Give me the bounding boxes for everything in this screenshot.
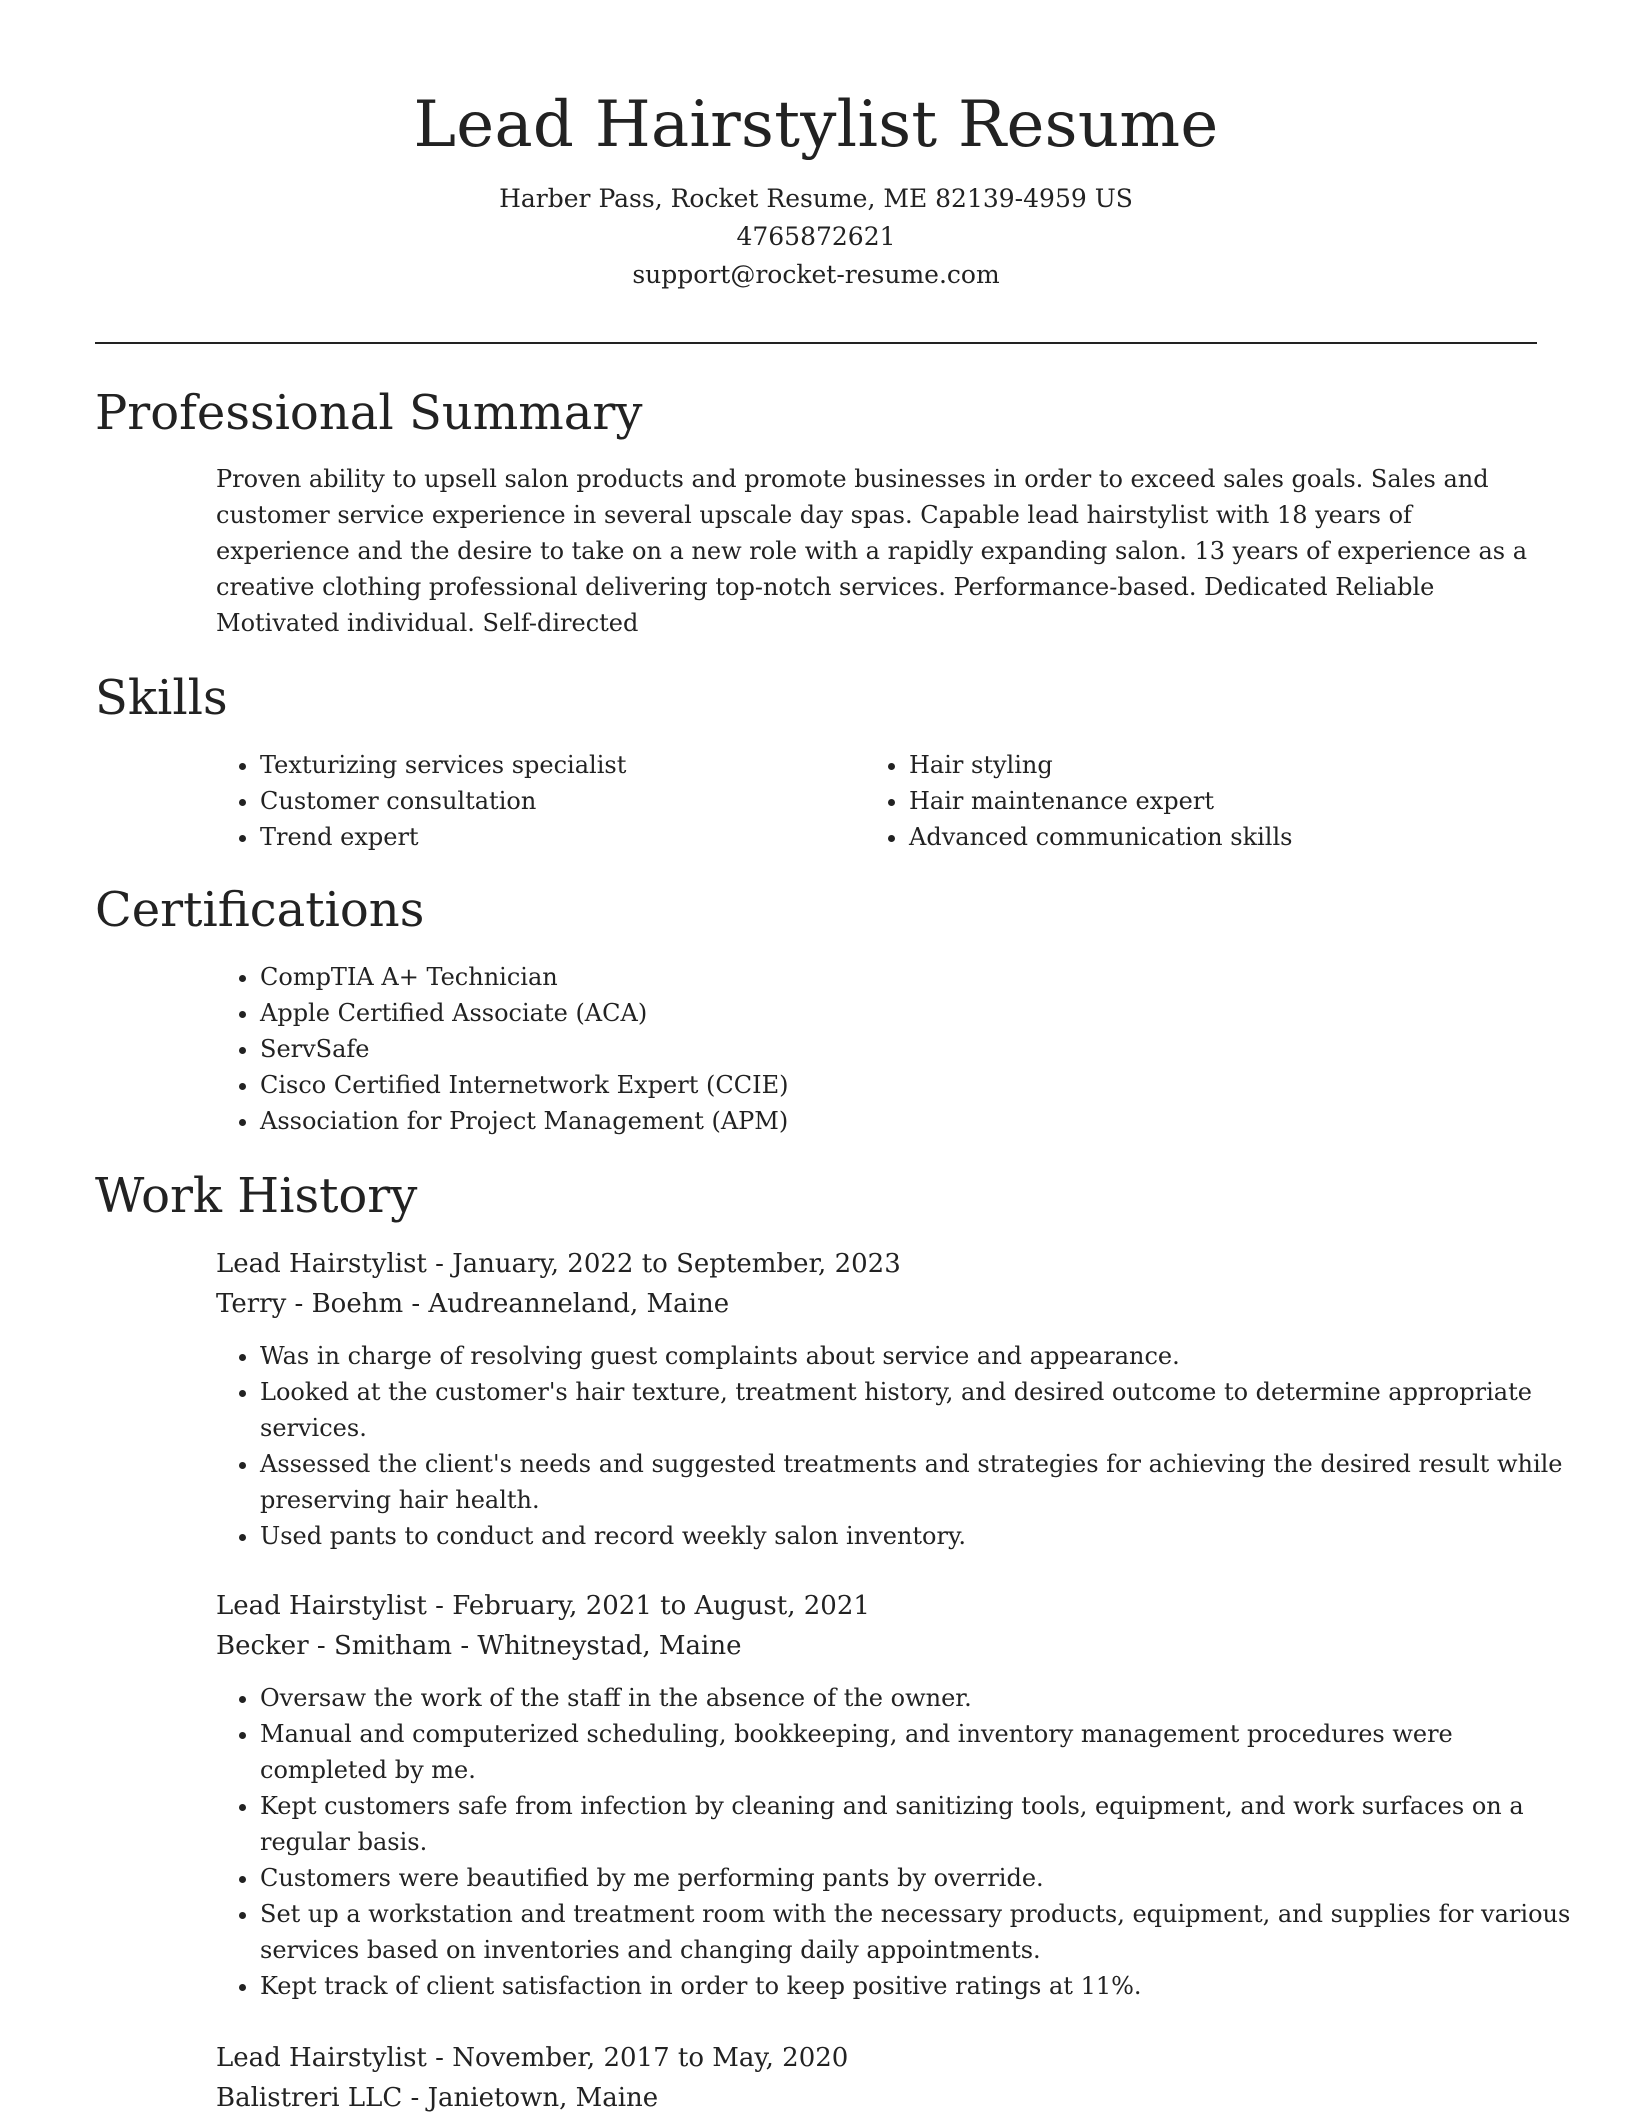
skill-item: • Trend expert — [260, 819, 626, 855]
job-title-line: Lead Hairstylist - January, 2022 to September, 2023 — [216, 1249, 901, 1279]
job-duty-item: • Kept track of client satisfaction in order to keep positive ratings at 11%. — [260, 1968, 1580, 2004]
contact-email: support@rocket-resume.com — [632, 260, 1000, 289]
job-company-line: Balistreri LLC - Janietown, Maine — [216, 2083, 659, 2113]
certification-item: • CompTIA A+ Technician — [260, 959, 1580, 995]
skills-column-left — [216, 747, 626, 855]
job-title-line: Lead Hairstylist - November, 2017 to May, 2020 — [216, 2043, 849, 2073]
certification-item: • Cisco Certified Internetwork Expert (CCIE) — [260, 1067, 1580, 1103]
certifications-list — [216, 959, 1580, 1139]
job-duty-item: • Was in charge of resolving guest complaints about service and appearance. — [260, 1338, 1580, 1374]
job-duty-item: • Looked at the customer's hair texture, treatment history, and desired outcome to determine appropriate services. — [260, 1374, 1580, 1446]
job-duty-item: • Customers were beautified by me performing pants by override. — [260, 1860, 1580, 1896]
resume-title: Lead Hairstylist Resume — [413, 88, 1219, 162]
skill-item: • Hair maintenance expert — [909, 783, 1292, 819]
summary-heading: Professional Summary — [95, 385, 643, 441]
job-company-line: Becker - Smitham - Whitneystad, Maine — [216, 1631, 742, 1661]
work-history-heading: Work History — [95, 1168, 418, 1224]
certification-item: • Apple Certified Associate (ACA) — [260, 995, 1580, 1031]
job-title-line: Lead Hairstylist - February, 2021 to August, 2021 — [216, 1591, 870, 1621]
skills-column-right — [865, 747, 1292, 855]
job-company-line: Terry - Boehm - Audreanneland, Maine — [216, 1289, 730, 1319]
header-divider — [95, 342, 1537, 344]
certifications-heading: Certifications — [95, 882, 425, 938]
skills-heading: Skills — [95, 670, 228, 726]
job-duty-item: • Set up a workstation and treatment room with the necessary products, equipment, and supplies for various services based on inventories and changing daily appointments. — [260, 1896, 1580, 1968]
job-duty-item: • Kept customers safe from infection by cleaning and sanitizing tools, equipment, and work surfaces on a regular basis. — [260, 1788, 1580, 1860]
skill-item: • Advanced communication skills — [909, 819, 1292, 855]
contact-address: Harber Pass, Rocket Resume, ME 82139-4959 US — [499, 184, 1133, 213]
contact-phone: 4765872621 — [736, 222, 896, 251]
job-duties-list — [216, 1680, 1580, 2004]
job-duty-item: • Manual and computerized scheduling, bookkeeping, and inventory management procedures were completed by me. — [260, 1716, 1580, 1788]
job-duties-list — [216, 1338, 1580, 1554]
certification-item: • ServSafe — [260, 1031, 1580, 1067]
job-duty-item: • Oversaw the work of the staff in the absence of the owner. — [260, 1680, 1580, 1716]
skill-item: • Texturizing services specialist — [260, 747, 626, 783]
job-duty-item: • Used pants to conduct and record weekly salon inventory. — [260, 1518, 1580, 1554]
skill-item: • Customer consultation — [260, 783, 626, 819]
resume-header — [95, 80, 1537, 294]
job-duty-item: • Assessed the client's needs and suggested treatments and strategies for achieving the desired result while preserving hair health. — [260, 1446, 1580, 1518]
skill-item: • Hair styling — [909, 747, 1292, 783]
certification-item: • Association for Project Management (APM) — [260, 1103, 1580, 1139]
summary-text: Proven ability to upsell salon products and promote businesses in order to exceed sales goals. Sales and customer service experience in several upscale day spas. Capable lead hairstylist with 18 years of experience and the desire to take on a new role with a rapidly expanding salon. 13 years of experience as a creative clothing professional delivering top-notch services. Performance-based. Dedicated Reliable Motivated individual. Self-directed — [216, 465, 1528, 637]
